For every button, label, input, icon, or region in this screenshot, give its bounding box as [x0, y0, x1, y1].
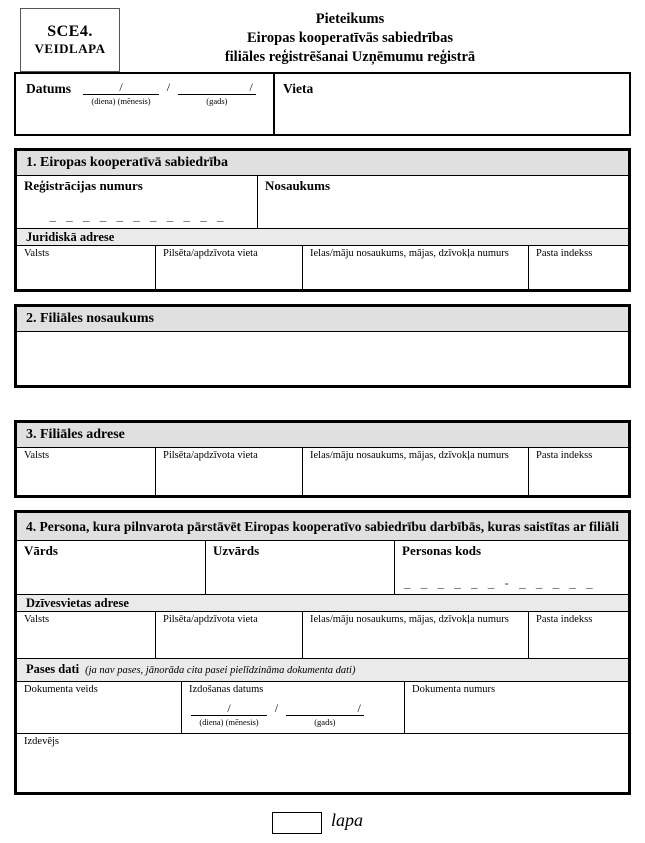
issue-date-year-line [286, 701, 364, 716]
issuer-cell: Izdevējs [24, 736, 59, 747]
issue-date-blank [191, 701, 364, 727]
passport-data-header [17, 659, 628, 682]
company-name-label: Nosaukums [265, 178, 331, 193]
place-label: Vieta [283, 81, 314, 96]
form-title-line3: filiāles reģistrēšanai Uzņēmumu reģistrā [224, 49, 476, 65]
branch-name-input-area [17, 332, 628, 385]
legal-address-row [17, 246, 628, 289]
residence-postal-cell: Pasta indekss [536, 614, 593, 625]
document-number-cell: Dokumenta numurs [412, 684, 496, 695]
month-label: (mēnesis) [117, 96, 151, 106]
person-name-row [17, 541, 628, 595]
residence-street-cell: Ielas/māju nosaukums, mājas, dzīvokļa numurs [303, 612, 529, 658]
passport-details-row [17, 682, 628, 734]
issue-date-year-segment [286, 701, 364, 727]
form-title-line1: Pieteikums [315, 11, 385, 27]
slash: / [227, 701, 231, 715]
form-title-line2: Eiropas kooperatīvās sabiedrības [247, 30, 453, 46]
section-3 [14, 420, 631, 498]
section-1 [14, 148, 631, 292]
last-name-label: Uzvārds [213, 543, 260, 558]
registration-number-label: Reģistrācijas numurs [24, 178, 143, 193]
personal-code-blank: _ _ _ _ _ _ - _ _ _ _ _ [404, 575, 594, 590]
issue-date-label: Izdošanas datums [189, 684, 264, 695]
day-label: (diena) [91, 96, 116, 106]
first-name-label: Vārds [24, 543, 58, 558]
date-cell [16, 74, 275, 134]
date-separator: / [166, 80, 171, 94]
slash: / [357, 701, 361, 715]
year-label: (gads) [314, 717, 336, 727]
section-4 [14, 510, 631, 795]
residence-address-row [17, 612, 628, 659]
issue-date-day-month-line [191, 701, 267, 716]
legal-address-country-cell: Valsts [17, 246, 156, 289]
issue-date-day-month-segment [191, 701, 267, 727]
date-label: Datums [26, 81, 72, 96]
section-1-header: 1. Eiropas kooperatīvā sabiedrība [17, 151, 628, 176]
page-word-label: lapa [331, 810, 364, 830]
branch-address-postal-cell: Pasta indekss [536, 450, 593, 461]
section-3-header: 3. Filiāles adrese [17, 423, 628, 448]
residence-city-cell: Pilsēta/apdzīvota vieta [156, 612, 303, 658]
place-cell [275, 74, 629, 134]
branch-address-row [17, 448, 628, 495]
date-day-month-labels [83, 95, 159, 106]
section-1-main-row [17, 176, 628, 229]
passport-data-note: (ja nav pases, jānorāda cita pasei pielīdzināma dokumenta dati) [85, 665, 356, 676]
issuer-row [17, 734, 628, 792]
date-day-month-segment [83, 80, 159, 106]
legal-address-postal-cell: Pasta indekss [536, 248, 593, 259]
page-number-box [272, 812, 322, 834]
slash: / [119, 80, 123, 94]
form-code-box [20, 8, 120, 72]
registration-number-blank: _ _ _ _ _ _ _ _ _ _ _ [49, 208, 225, 223]
date-year-line [178, 80, 256, 95]
last-name-cell [206, 541, 395, 594]
date-place-table [14, 72, 631, 136]
legal-address-city-cell: Pilsēta/apdzīvota vieta [156, 246, 303, 289]
residence-country-cell: Valsts [17, 612, 156, 658]
first-name-cell [17, 541, 206, 594]
registration-number-cell [17, 176, 258, 228]
section-4-header: 4. Persona, kura pilnvarota pārstāvēt Eiropas kooperatīvo sabiedrību darbībās, kuras saistītas ar filiāli [17, 513, 628, 541]
month-label: (mēnesis) [225, 717, 259, 727]
form-code-type: VEIDLAPA [34, 41, 106, 56]
year-label: (gads) [206, 96, 228, 106]
form-code: SCE4. [47, 23, 93, 40]
branch-address-city-cell: Pilsēta/apdzīvota vieta [156, 448, 303, 495]
issue-date-cell [182, 682, 405, 733]
section-2-header: 2. Filiāles nosaukums [17, 307, 628, 332]
branch-address-country-cell: Valsts [17, 448, 156, 495]
day-label: (diena) [199, 717, 224, 727]
document-type-cell: Dokumenta veids [17, 682, 182, 733]
issue-date-separator: / [274, 701, 279, 715]
personal-code-label: Personas kods [402, 543, 482, 558]
issue-date-day-month-labels [191, 716, 267, 727]
legal-address-street-cell: Ielas/māju nosaukums, mājas, dzīvokļa numurs [303, 246, 529, 289]
date-year-segment [178, 80, 256, 106]
company-name-cell [258, 176, 628, 228]
passport-data-label: Pases dati [26, 662, 80, 676]
branch-address-street-cell: Ielas/māju nosaukums, mājas, dzīvokļa numurs [303, 448, 529, 495]
legal-address-header: Juridiskā adrese [17, 229, 628, 246]
section-2 [14, 304, 631, 388]
issue-date-year-label-wrap [286, 716, 364, 727]
date-blank [83, 80, 256, 106]
residence-address-header: Dzīvesvietas adrese [17, 595, 628, 612]
slash: / [249, 80, 253, 94]
date-year-label-wrap [178, 95, 256, 106]
form-title [124, 10, 576, 67]
date-day-month-line [83, 80, 159, 95]
personal-code-cell [395, 541, 628, 594]
